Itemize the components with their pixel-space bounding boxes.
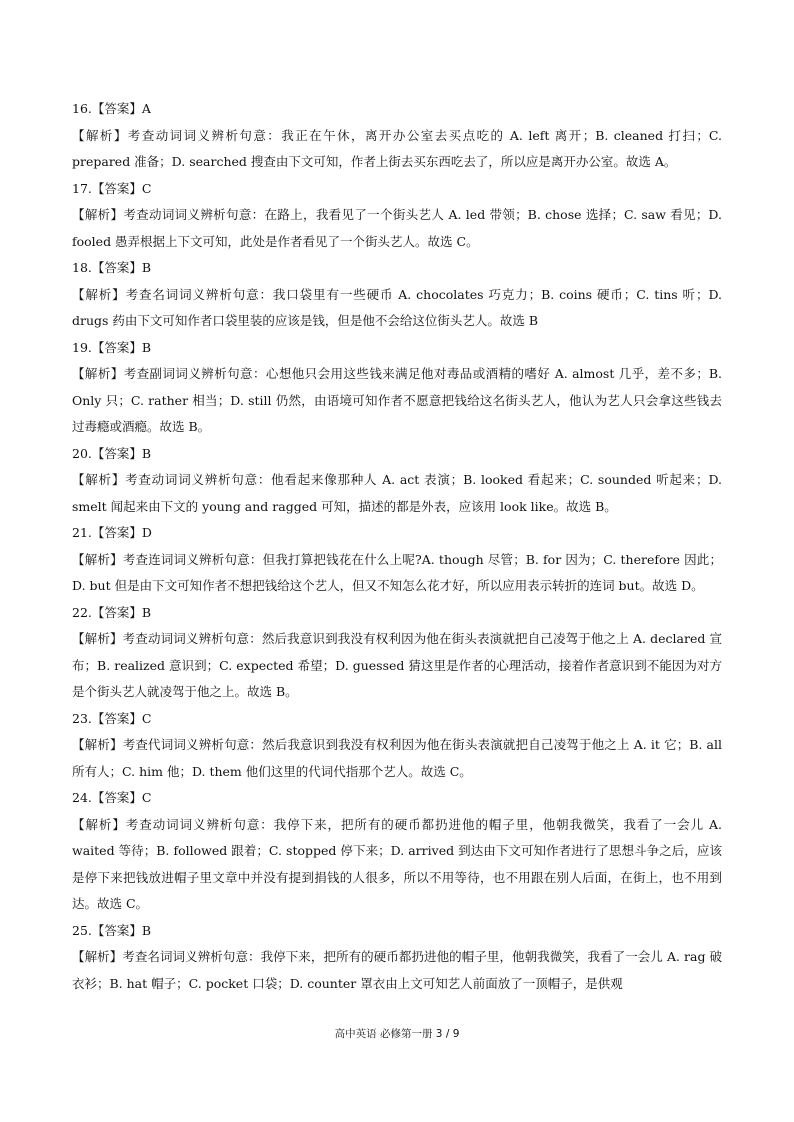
answer-24: 24.【答案】C (72, 790, 152, 805)
answer-18: 18.【答案】B (72, 260, 152, 275)
answer-22: 22.【答案】B (72, 604, 152, 620)
answer-19: 19.【答案】B (72, 339, 152, 355)
analysis-16: 【解析】考查动词词义辨析句意：我正在午休，离开办公室去买点吃的 A. left 离开；B. cleaned 打扫；C. prepared 准备；D. searched 搜查由下文可知，作者上街去买东西吃去了，所以应是离开办公室。故选 A。 (72, 127, 722, 169)
analysis-17: 【解析】考查动词词义辨析句意：在路上，我看见了一个街头艺人 A. led 带领；B. chose 选择；C. saw 看见；D. fooled 愚弄根据上下文可知，此处是作者看见了一个街头艺人。故选 C。 (72, 207, 722, 249)
analysis-23: 【解析】考查代词词义辨析句意：然后我意识到我没有权利因为他在街头表演就把自己凌驾于他之上 A. it 它；B. all 所有人；C. him 他；D. them 他们这里的代词代指那个艺人。故选 C。 (72, 737, 722, 779)
answer-23: 23.【答案】C (72, 710, 152, 726)
page-footer: 高中英语 必修第一册 3 / 9 (334, 1028, 460, 1040)
answer-list (72, 96, 722, 997)
answer-25: 25.【答案】B (72, 922, 152, 938)
analysis-25: 【解析】考查名词词义辨析句意：我停下来，把所有的硬币都扔进他的帽子里，他朝我微笑，我看了一会儿 A. rag 破衣衫；B. hat 帽子；C. pocket 口袋；D. counter 罩衣由上文可知艺人前面放了一顶帽子，是供观 (72, 949, 722, 991)
answer-16: 16.【答案】A (72, 101, 151, 116)
answer-17: 17.【答案】C (72, 180, 152, 196)
analysis-19: 【解析】考查副词词义辨析句意：心想他只会用这些钱来满足他对毒品或酒精的嗜好 A. almost 几乎，差不多；B. Only 只；C. rather 相当；D. still 仍然，由语境可知作者不愿意把钱给这名街头艺人，他认为艺人只会拿这些钱去过毒瘾或酒瘾。故选 B。 (72, 366, 722, 434)
analysis-18: 【解析】考查名词词义辨析句意：我口袋里有一些硬币 A. chocolates 巧克力；B. coins 硬币；C. tins 听；D. drugs 药由下文可知作者口袋里装的应该是钱，但是他不会给这位街头艺人。故选 B (72, 286, 722, 328)
analysis-21: 【解析】考查连词词义辨析句意：但我打算把钱花在什么上呢?A. though 尽管；B. for 因为；C. therefore 因此；D. but 但是由下文可知作者不想把钱给这个艺人，但又不知怎么花才好，所以应用表示转折的连词 but。故选 D。 (72, 551, 722, 593)
analysis-24: 【解析】考查动词词义辨析句意：我停下来，把所有的硬币都扔进他的帽子里，他朝我微笑，我看了一会儿 A. waited 等待；B. followed 跟着；C. stopped 停下来；D. arrived 到达由下文可知作者进行了思想斗争之后，应该是停下来把钱放进帽子里文章中并没有提到捐钱的人很多，所以不用等待，也不用跟在别人后面，在街上，也不用到达。故选 C。 (72, 816, 722, 911)
analysis-20: 【解析】考查动词词义辨析句意：他看起来像那种人 A. act 表演；B. looked 看起来；C. sounded 听起来；D. smelt 闻起来由下文的 young and ragged 可知，描述的都是外表，应该用 look like。故选 B。 (72, 472, 722, 514)
answer-20: 20.【答案】B (72, 445, 152, 461)
analysis-22: 【解析】考查动词词义辨析句意：然后我意识到我没有权利因为他在街头表演就把自己凌驾于他之上 A. declared 宣布；B. realized 意识到；C. expected 希望；D. guessed 猜这里是作者的心理活动，接着作者意识到不能因为对方是个街头艺人就凌驾于他之上。故选 B。 (72, 631, 722, 699)
answer-21: 21.【答案】D (72, 525, 152, 540)
